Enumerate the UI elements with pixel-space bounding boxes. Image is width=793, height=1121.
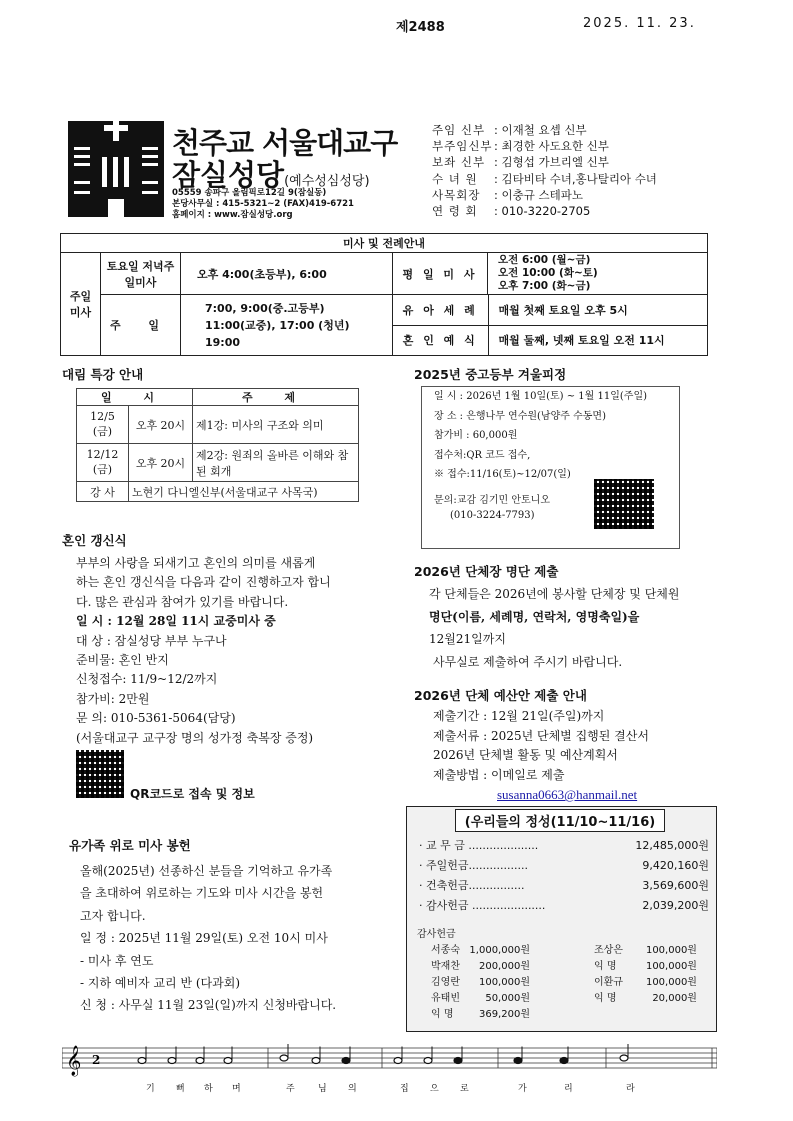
donation: 100,000원 <box>478 977 530 988</box>
offering-row <box>419 877 709 893</box>
advent-col-date: 일 시 <box>77 389 193 406</box>
table-row <box>417 1007 701 1023</box>
offering-row <box>419 857 709 873</box>
church-name-sub: (예수성심성당) <box>284 174 370 189</box>
church-contact <box>172 188 354 221</box>
donation: 100,000원 <box>645 977 697 988</box>
staff-role: 연 령 회 <box>432 204 478 219</box>
weekday-mass-times <box>488 253 708 295</box>
donor: 김영란 <box>431 977 460 988</box>
advent-table <box>76 388 359 502</box>
renewal-line: 신청접수: 11/9~12/2까지 <box>76 672 218 687</box>
memorial-line: 올해(2025년) 선종하신 분들을 기억하고 유가족 <box>80 864 333 878</box>
renewal-line: 일 시 : 12월 28일 11시 교중미사 중 <box>76 614 276 629</box>
donation: 369,200원 <box>478 1009 530 1020</box>
weekday-time: 오전 10:00 (화~토) <box>498 267 598 279</box>
budget-line: 제출방법 : 이메일로 제출 <box>433 767 565 782</box>
roster-title: 2026년 단체장 명단 제출 <box>414 564 559 579</box>
winter-title: 2025년 중고등부 겨울피정 <box>414 367 567 382</box>
lyric: 집 <box>400 1084 410 1094</box>
memorial-body <box>80 860 336 1017</box>
note-head <box>424 1058 432 1064</box>
advent-speaker-label: 강 사 <box>77 482 129 502</box>
donor: 조상은 <box>593 945 623 956</box>
offering-amount: 2,039,200원 <box>642 899 709 912</box>
staff-role: 부주임신부 <box>432 139 493 154</box>
staff-row <box>432 171 657 187</box>
staff-name: : 이재철 요셉 신부 <box>494 123 587 137</box>
memorial-title: 유가족 위로 미사 봉헌 <box>69 838 191 853</box>
church-building-icon <box>68 121 164 217</box>
renewal-line: 다. 많은 관심과 참여가 있기를 바랍니다. <box>76 594 289 609</box>
offering-row <box>419 897 709 913</box>
donation: 1,000,000원 <box>469 945 530 956</box>
staff-name: : 이충규 스테파노 <box>494 187 583 202</box>
donor: 익 명 <box>593 993 617 1004</box>
renewal-line: 하는 혼인 갱신식을 다음과 같이 진행하고자 합니 <box>76 575 331 590</box>
wedding-label: 혼 인 예 식 <box>393 325 488 355</box>
church-address: 05559 송파구 올림픽로12길 9(잠실동) <box>172 188 327 198</box>
advent-date: 12/12 (금) <box>77 444 129 482</box>
note-head <box>280 1055 288 1061</box>
memorial-line: - 지하 예비자 교리 반 (다과회) <box>80 976 241 991</box>
issue-date: 2025. 11. 23. <box>583 16 696 31</box>
lyric: 으 <box>430 1084 440 1094</box>
memorial-line: 일 정 : 2025년 11월 29일(토) 오전 10시 미사 <box>80 931 328 946</box>
advent-speaker: 노현기 다니엘신부(서울대교구 사목국) <box>129 482 359 502</box>
renewal-line: 준비물: 혼인 반지 <box>76 653 169 668</box>
sunday-time: 11:00(교중), 17:00 (청년) <box>205 318 350 332</box>
staff-name: : 010-3220-2705 <box>494 204 591 219</box>
sunday-mass-times <box>181 295 393 356</box>
sunday-mass-label: 주일 미사 <box>61 253 101 356</box>
budget-line: 제출기간 : 12월 21일(주일)까지 <box>433 709 605 723</box>
thanks-list <box>417 927 701 1023</box>
table-row <box>77 482 359 502</box>
saturday-mass-label: 토요일 저녁주일미사 <box>101 253 181 295</box>
offering-title: (우리들의 정성(11/10~11/16) <box>455 809 665 832</box>
staff-name: : 김형섭 가브리엘 신부 <box>494 155 609 170</box>
donor: 익 명 <box>593 961 617 972</box>
winter-line: 장 소 : 은행나무 연수원(남양주 수동면) <box>434 410 606 422</box>
winter-line: 참가비 : 60,000원 <box>434 430 518 441</box>
offering-amount: 9,420,160원 <box>642 859 709 872</box>
offering-label: · 건축헌금................ <box>419 879 525 892</box>
winter-line: 접수처:QR 코드 접수, <box>434 449 531 461</box>
sunday-time: 19:00 <box>205 335 241 349</box>
table-row <box>77 406 359 444</box>
saturday-mass-time: 오후 4:00(초등부), 6:00 <box>181 253 393 295</box>
table-row <box>77 444 359 482</box>
church-diocese: 천주교 서울대교구 <box>172 126 398 160</box>
donation: 100,000원 <box>645 945 697 956</box>
winter-phone: (010-3224-7793) <box>450 510 535 521</box>
staff-role: 주임 신부 <box>432 123 486 137</box>
svg-text:𝄞: 𝄞 <box>66 1046 82 1076</box>
staff-row <box>432 187 657 203</box>
donation: 100,000원 <box>645 961 697 972</box>
staff-row <box>432 154 657 170</box>
issue-number: 제2488 <box>396 20 445 35</box>
note-head <box>312 1058 320 1064</box>
advent-time: 오후 20시 <box>129 406 193 444</box>
budget-title: 2026년 단체 예산안 제출 안내 <box>414 688 587 703</box>
staff-list <box>432 122 657 219</box>
budget-line: 제출서류 : 2025년 단체별 집행된 결산서 <box>433 728 649 743</box>
donation: 200,000원 <box>478 961 530 972</box>
memorial-line: - 미사 후 연도 <box>80 953 154 968</box>
church-logo <box>68 121 164 217</box>
note-head <box>342 1058 350 1064</box>
lyric: 주 <box>286 1084 296 1094</box>
staff-row <box>432 203 657 219</box>
roster-line: 사무실로 제출하여 주시기 바랍니다. <box>433 654 623 669</box>
weekday-mass-label: 평 일 미 사 <box>393 253 488 295</box>
winter-line: ※ 접수:11/16(토)~12/07(일) <box>434 469 571 480</box>
offering-amount: 3,569,600원 <box>642 879 709 892</box>
church-homepage[interactable]: 홈페이지 : www.잠실성당.org <box>172 210 293 220</box>
budget-email-link[interactable]: susanna0663@hanmail.net <box>497 787 638 802</box>
table-row <box>417 975 701 991</box>
staff-role: 보좌 신부 <box>432 155 486 170</box>
lyric: 가 <box>518 1084 528 1094</box>
advent-topic: 제2강: 원죄의 올바른 이해와 참된 회개 <box>193 444 359 482</box>
wedding-time: 매월 둘째, 넷째 토요일 오전 11시 <box>488 325 707 355</box>
renewal-qr-label: QR코드로 접속 및 정보 <box>130 787 255 801</box>
note-head <box>560 1058 568 1064</box>
renewal-body <box>76 554 331 748</box>
staff-role: 수 녀 원 <box>432 171 478 186</box>
renewal-qr-icon[interactable] <box>76 750 124 798</box>
offering-label: · 교 무 금 .................... <box>419 839 539 852</box>
weekday-time: 오전 6:00 (월~금) <box>498 254 591 266</box>
winter-contact: 문의:교감 김기민 안토니오 <box>434 494 550 506</box>
thanks-table <box>417 943 701 1023</box>
lyric: 님 <box>318 1084 328 1094</box>
baptism-time: 매월 첫째 토요일 오후 5시 <box>488 295 707 325</box>
advent-time: 오후 20시 <box>129 444 193 482</box>
sunday-time: 7:00, 9:00(중.고등부) <box>205 301 325 315</box>
renewal-line: 대 상 : 잠실성당 부부 누구나 <box>76 633 227 648</box>
note-head <box>620 1055 628 1061</box>
offering-box <box>406 806 717 1032</box>
note-head <box>138 1058 146 1064</box>
donor: 유태빈 <box>431 993 460 1004</box>
budget-body <box>433 707 649 805</box>
church-name-text: 잠실성당 <box>172 158 285 192</box>
advent-title: 대림 특강 안내 <box>62 367 144 382</box>
staff-lines-icon <box>62 1042 717 1078</box>
staff-row <box>432 138 657 154</box>
advent-topic: 제1강: 미사의 구조와 의미 <box>193 406 359 444</box>
offering-amount: 12,485,000원 <box>635 839 709 852</box>
staff-row <box>432 122 657 138</box>
lyric: 라 <box>626 1084 636 1094</box>
church-office: 본당사무실 : 415-5321~2 (FAX)419-6721 <box>172 199 354 209</box>
lyric: 며 <box>232 1084 242 1094</box>
music-staff <box>62 1042 717 1121</box>
lyric: 의 <box>348 1084 358 1094</box>
roster-line: 각 단체들은 2026년에 봉사할 단체장 및 단체원 <box>429 587 680 601</box>
memorial-line: 신 청 : 사무실 11월 23일(일)까지 신청바랍니다. <box>80 998 337 1013</box>
mass-schedule-table <box>60 233 708 356</box>
table-row <box>417 991 701 1007</box>
offering-label: · 주일헌금................. <box>419 859 528 872</box>
sunday-label: 주 일 <box>101 295 181 356</box>
note-head <box>394 1058 402 1064</box>
roster-line: 명단(이름, 세례명, 연락처, 영명축일)을 <box>429 609 640 624</box>
donor: 박재찬 <box>431 961 460 972</box>
roster-line: 12월21일까지 <box>429 632 506 646</box>
memorial-line: 고자 합니다. <box>80 908 146 923</box>
renewal-line: 문 의: 010-5361-5064(담당) <box>76 711 236 726</box>
thanks-title: 감사헌금 <box>417 929 456 940</box>
winter-box <box>421 386 680 549</box>
lyric: 로 <box>460 1084 470 1094</box>
advent-date: 12/5 (금) <box>77 406 129 444</box>
donor: 익 명 <box>431 1009 454 1020</box>
lyric: 리 <box>564 1084 574 1094</box>
staff-name: : 김타비타 수녀,홍나탈리아 수녀 <box>494 171 657 186</box>
budget-line: 2026년 단체별 활동 및 예산계획서 <box>433 748 618 762</box>
donor: 이환규 <box>593 977 623 988</box>
donor: 서종숙 <box>431 945 460 956</box>
renewal-title: 혼인 갱신식 <box>62 533 127 548</box>
note-head <box>168 1058 176 1064</box>
winter-line: 일 시 : 2026년 1월 10일(토) ~ 1월 11일(주일) <box>434 391 648 402</box>
note-head <box>454 1058 462 1064</box>
table-row <box>417 959 701 975</box>
note-head <box>514 1058 522 1064</box>
lyric: 기 <box>146 1084 156 1094</box>
mass-table-header: 미사 및 전례안내 <box>61 234 708 253</box>
sacrament-cell <box>393 295 708 356</box>
memorial-line: 을 초대하여 위로하는 기도와 미사 시간을 봉헌 <box>80 886 324 901</box>
renewal-line: (서울대교구 교구장 명의 성가정 축복장 증정) <box>76 730 314 745</box>
note-head <box>196 1058 204 1064</box>
donation: 20,000원 <box>652 993 697 1004</box>
svg-text:2: 2 <box>92 1053 101 1067</box>
weekday-time: 오후 7:00 (화~금) <box>498 280 591 292</box>
lyric: 하 <box>204 1084 214 1094</box>
baptism-label: 유 아 세 례 <box>393 295 488 325</box>
lyrics-row <box>62 1081 717 1101</box>
table-row <box>417 943 701 959</box>
staff-role: 사목회장 <box>432 187 481 202</box>
note-head <box>224 1058 232 1064</box>
donation: 50,000원 <box>485 993 530 1004</box>
staff-name: : 최경한 사도요한 신부 <box>494 139 609 154</box>
offering-row <box>419 837 709 853</box>
lyric: 뻐 <box>176 1084 186 1094</box>
advent-col-topic: 주 제 <box>193 389 359 406</box>
offering-label: · 감사헌금 ..................... <box>419 899 546 912</box>
renewal-line: 참가비: 2만원 <box>76 691 150 706</box>
roster-body <box>429 583 680 673</box>
renewal-line: 부부의 사랑을 되새기고 혼인의 의미를 새롭게 <box>76 556 316 570</box>
winter-qr-icon[interactable] <box>594 479 654 529</box>
